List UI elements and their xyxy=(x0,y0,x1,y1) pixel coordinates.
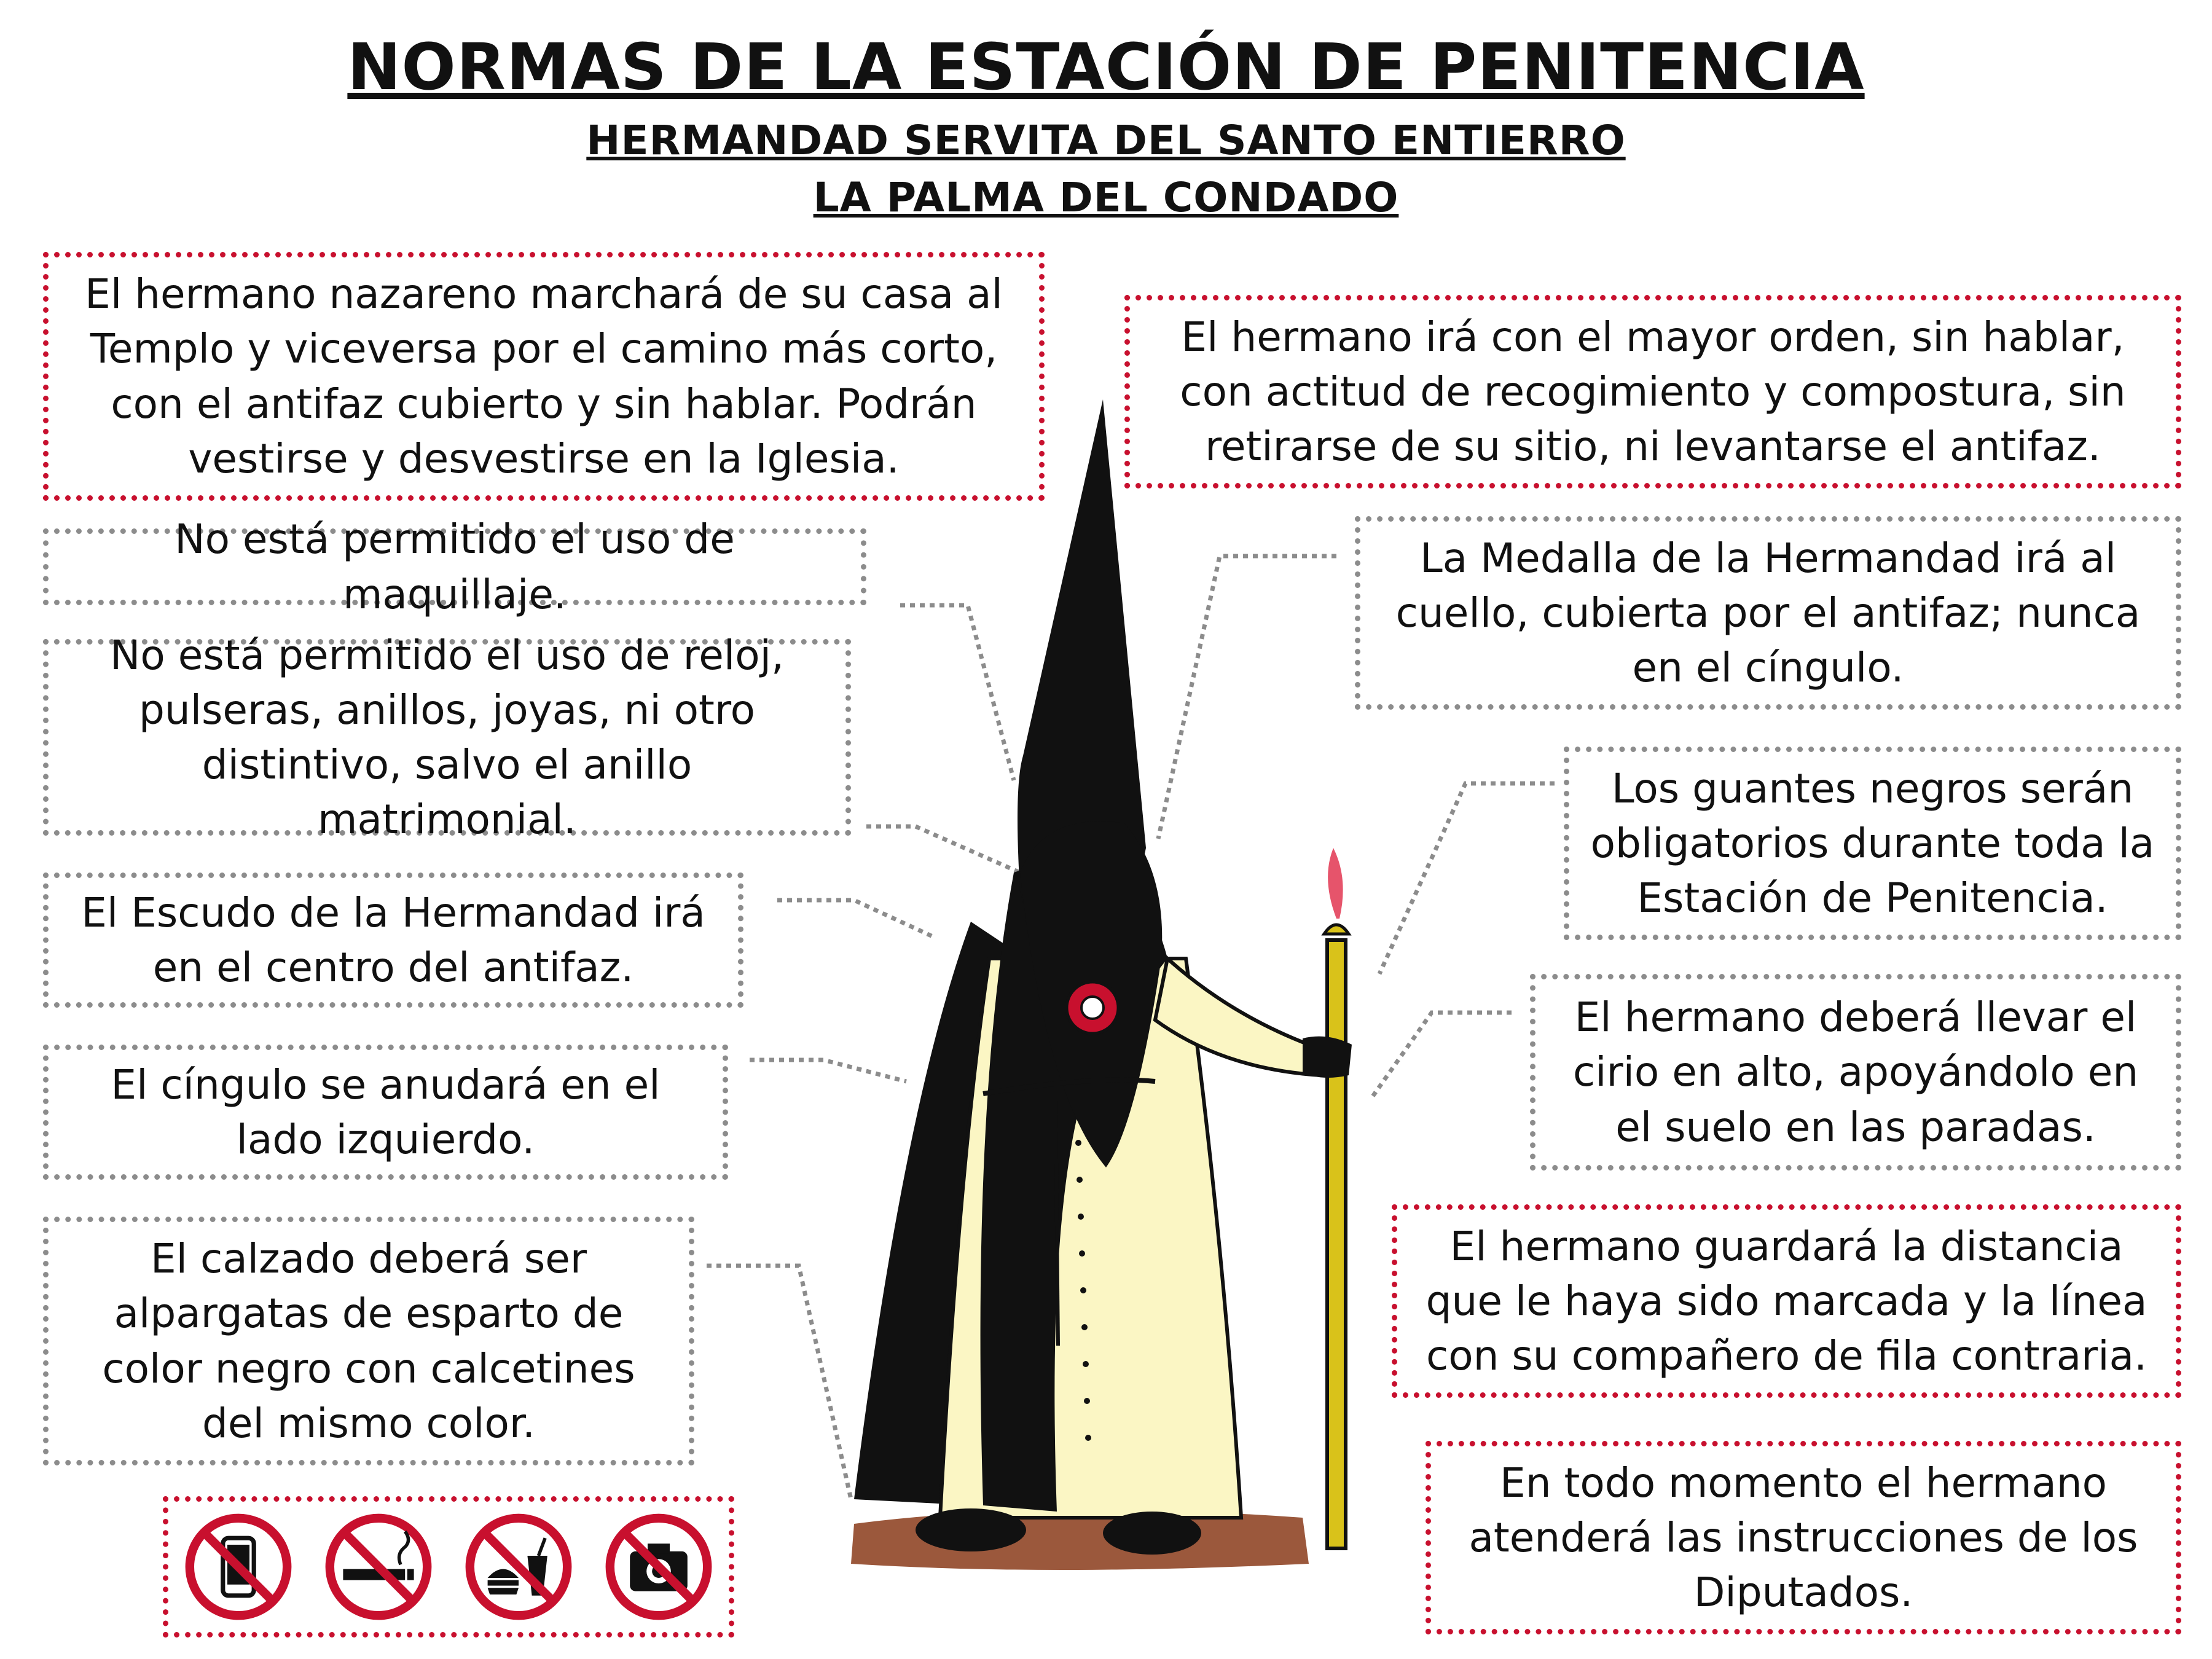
rule-order-silence: El hermano irá con el mayor orden, sin hablar, con actitud de recogimiento y compostura, sin retirarse de su sitio, ni levantarse el antifaz. xyxy=(1124,295,2181,488)
rule-home-to-temple: El hermano nazareno marchará de su casa al Templo y viceversa por el camino más corto, con el antifaz cubierto y sin hablar. Podrán vestirse y desvestirse en la Iglesia. xyxy=(43,252,1045,501)
no-food-drink-icon xyxy=(463,1512,574,1622)
prohibited-items-strip xyxy=(163,1496,734,1637)
town-name: LA PALMA DEL CONDADO xyxy=(813,174,1399,221)
rule-cingulo: El cíngulo se anudará en el lado izquierdo. xyxy=(43,1045,728,1180)
rule-no-jewelry: No está permitido el uso de reloj, pulseras, anillos, joyas, ni otro distintivo, salvo el anillo matrimonial. xyxy=(43,639,851,836)
rule-shield-position: El Escudo de la Hermandad irá en el centro del antifaz. xyxy=(43,873,743,1008)
rule-candle: El hermano deberá llevar el cirio en alto, apoyándolo en el suelo en las paradas. xyxy=(1530,974,2181,1171)
rule-medal: La Medalla de la Hermandad irá al cuello, cubierta por el antifaz; nunca en el cíngulo. xyxy=(1355,516,2181,710)
no-smoking-icon xyxy=(323,1512,434,1622)
brotherhood-name: HERMANDAD SERVITA DEL SANTO ENTIERRO xyxy=(586,117,1626,164)
rule-footwear: El calzado deberá ser alpargatas de esparto de color negro con calcetines del mismo color. xyxy=(43,1217,694,1465)
page-title: NORMAS DE LA ESTACIÓN DE PENITENCIA xyxy=(347,29,1865,104)
rule-distance: El hermano guardará la distancia que le haya sido marcada y la línea con su compañero de fila contraria. xyxy=(1392,1204,2181,1398)
rule-black-gloves: Los guantes negros serán obligatorios durante toda la Estación de Penitencia. xyxy=(1564,747,2181,940)
no-camera-icon xyxy=(603,1512,714,1622)
rule-diputados: En todo momento el hermano atenderá las instrucciones de los Diputados. xyxy=(1426,1441,2181,1634)
no-phone-icon xyxy=(183,1512,294,1622)
rule-no-makeup: No está permitido el uso de maquillaje. xyxy=(43,528,866,605)
